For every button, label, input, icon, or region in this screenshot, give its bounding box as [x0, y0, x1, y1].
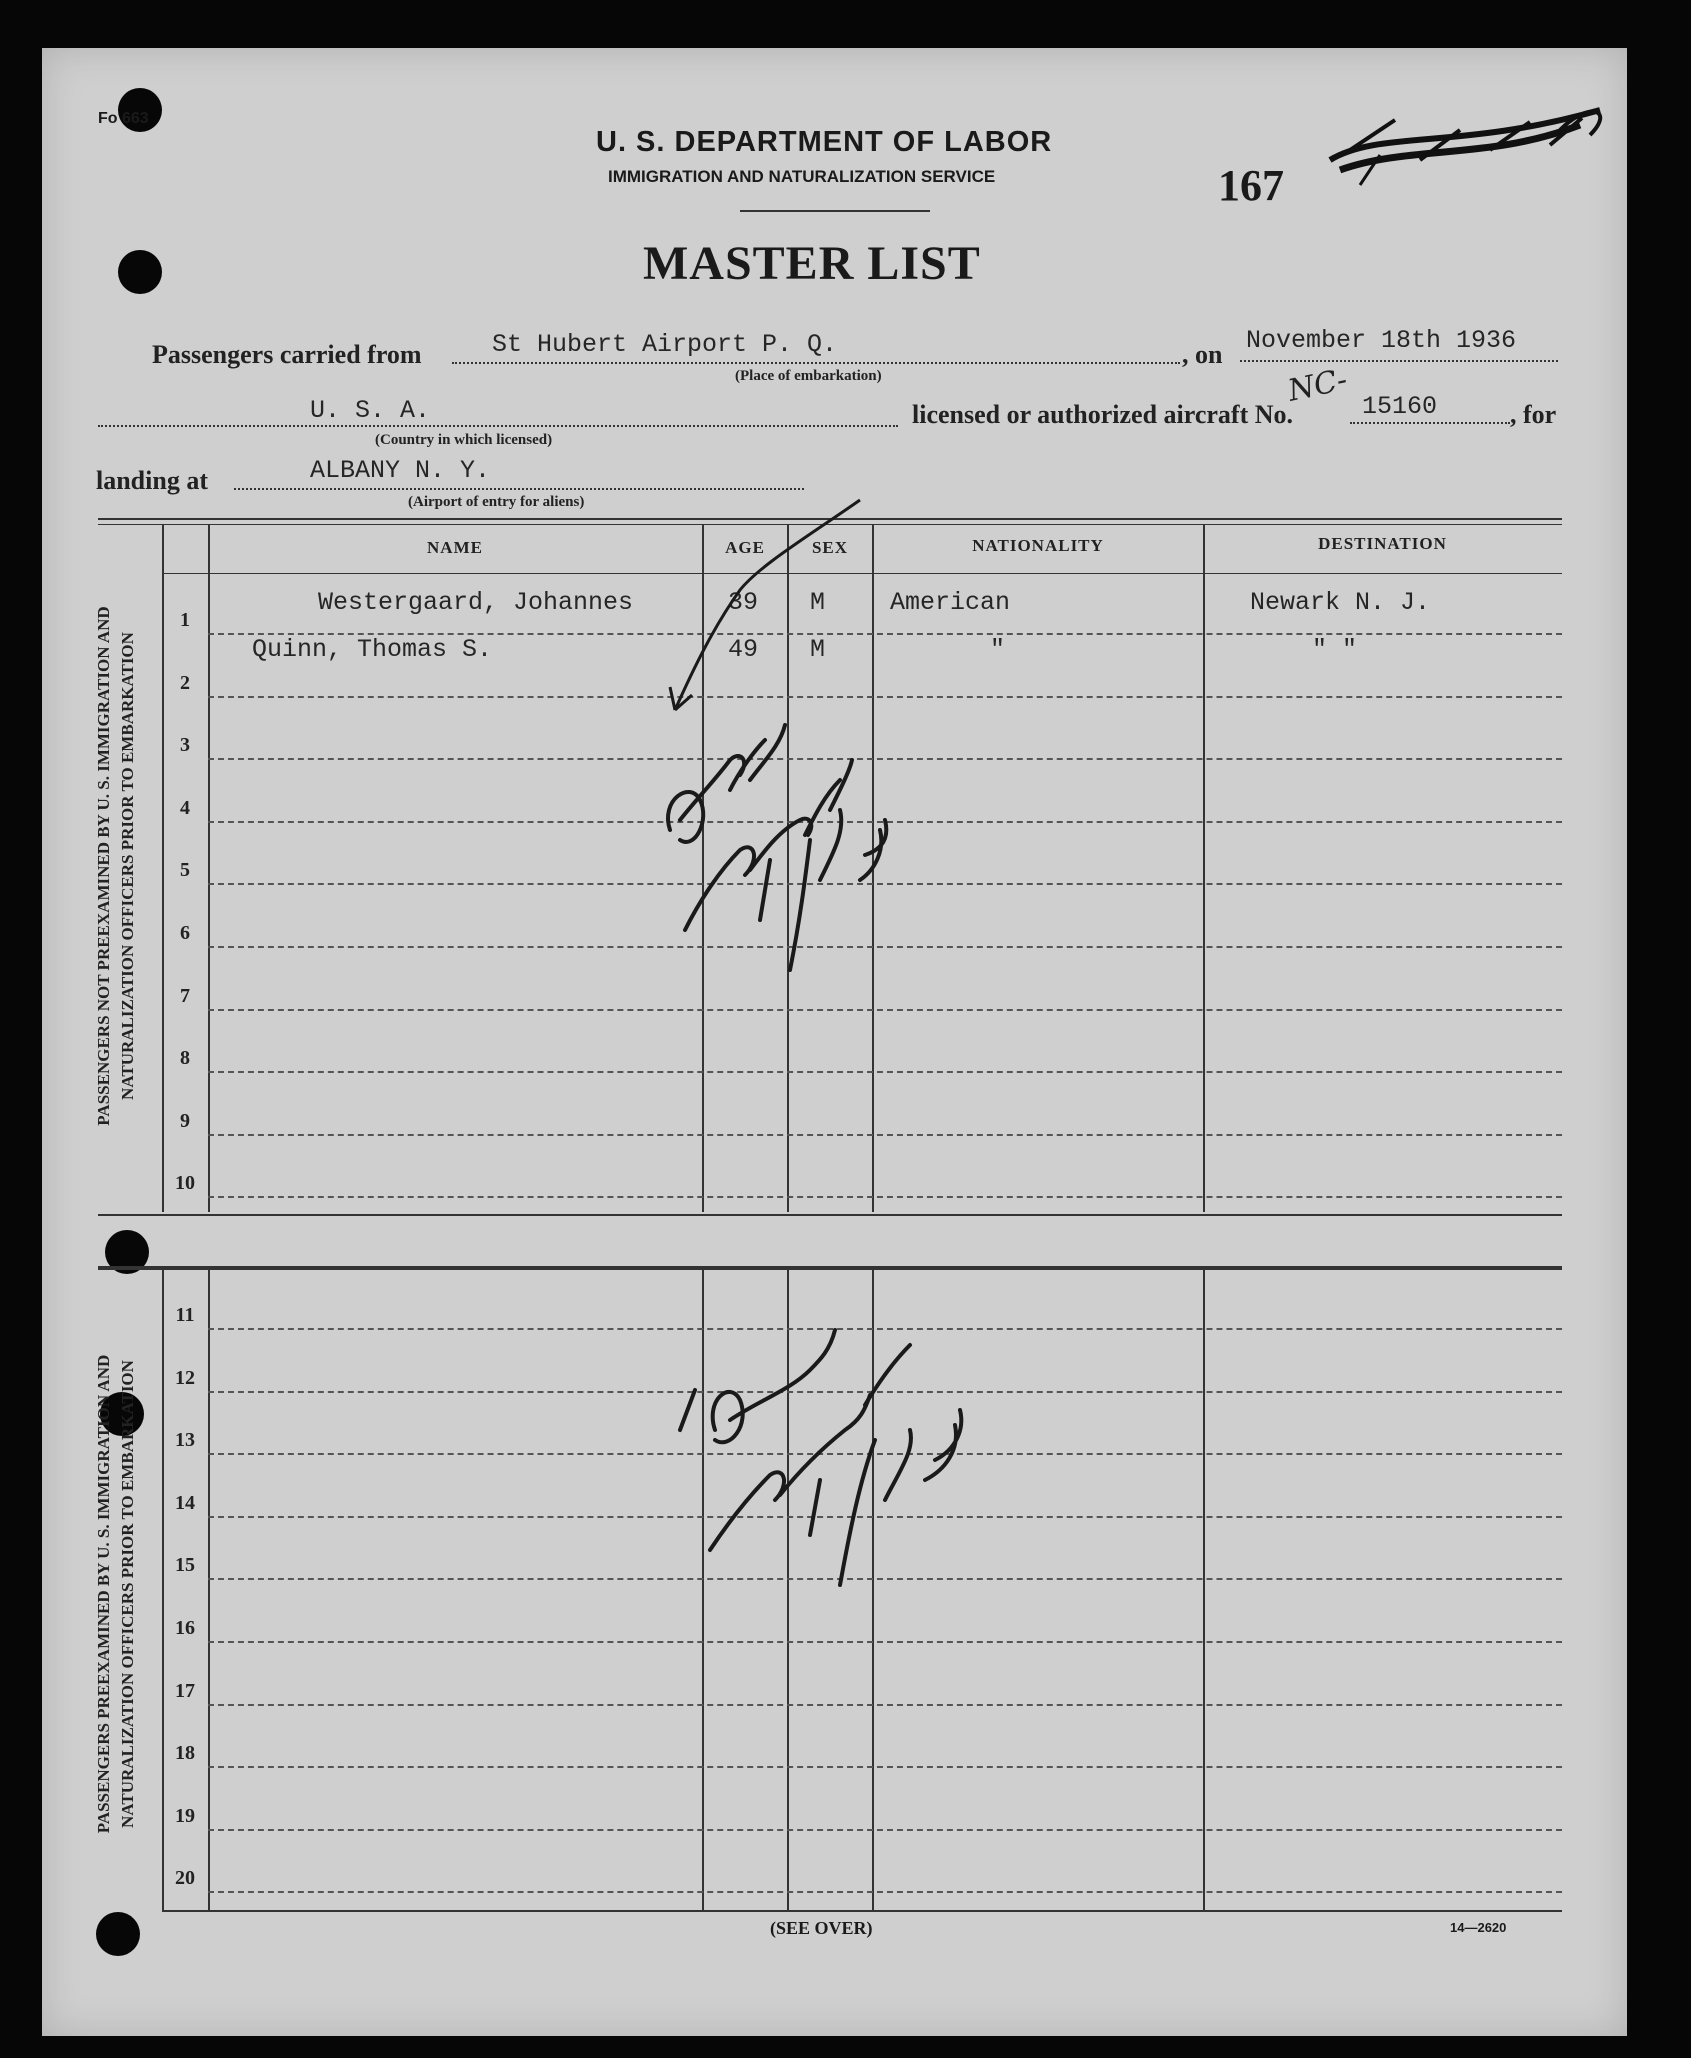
column-header-destination: DESTINATION [1318, 534, 1447, 553]
row-number: 6 [180, 922, 190, 944]
row-number: 16 [175, 1617, 195, 1639]
carried-from-value: St Hubert Airport P. Q. [492, 330, 838, 359]
landing-value: ALBANY N. Y. [310, 456, 491, 485]
aircraft-value: 15160 [1362, 392, 1438, 421]
row-number: 9 [180, 1109, 190, 1132]
for-label: , for [1510, 400, 1557, 429]
passenger-sex: M [810, 634, 826, 664]
table-row [208, 1071, 1562, 1073]
landing-line [234, 488, 804, 490]
inspector-signature-2 [660, 1300, 1010, 1600]
row-number: 13 [175, 1429, 195, 1452]
section-label-not-preexamined: PASSENGERS NOT PREEXAMINED BY U. S. IMMIGRATION AND NATURALIZATION OFFICERS PRIOR TO EMBARKATION [94, 606, 137, 1126]
passenger-age: 39 [728, 588, 759, 617]
passenger-name: Westergaard, Johannes [318, 588, 634, 617]
passenger-sex: M [810, 588, 826, 617]
row-number: 19 [175, 1804, 195, 1827]
col-divider [1203, 1270, 1205, 1910]
row-number: 18 [175, 1742, 195, 1765]
aircraft-prefix: NC- [1285, 362, 1351, 409]
column-header-nationality: NATIONALITY [972, 536, 1104, 555]
punch-hole [96, 1912, 140, 1956]
page-title: MASTER LIST [643, 237, 981, 290]
see-over-note: (SEE OVER) [770, 1918, 873, 1938]
form-number: Fo 663 [98, 110, 149, 127]
aircraft-label: licensed or authorized aircraft No. [912, 400, 1294, 429]
row-number: 20 [175, 1867, 195, 1890]
row-number: 5 [180, 859, 190, 882]
on-label: , on [1182, 340, 1223, 369]
row-number: 17 [175, 1679, 195, 1702]
carried-from-caption: (Place of embarkation) [735, 368, 882, 384]
col-divider [162, 524, 164, 1212]
department-heading: U. S. DEPARTMENT OF LABOR [596, 126, 1053, 158]
aircraft-line [1350, 422, 1510, 424]
header-rule [740, 210, 930, 212]
table-row [208, 1766, 1562, 1768]
passenger-nationality: " [990, 634, 1006, 664]
page-number: 167 [1218, 161, 1284, 210]
row-number: 7 [180, 984, 190, 1007]
date-line [1240, 360, 1558, 362]
column-header-name: NAME [427, 538, 483, 557]
table-row [208, 1704, 1562, 1706]
table-row [208, 1891, 1562, 1893]
inspector-check-mark [660, 495, 880, 725]
row-number: 15 [175, 1554, 195, 1577]
country-line [98, 425, 898, 427]
row-number: 14 [175, 1491, 195, 1514]
column-header-sex: SEX [811, 538, 849, 557]
row-number: 12 [175, 1366, 195, 1389]
table-row [208, 1641, 1562, 1643]
table-bottom-rule [162, 1910, 1562, 1912]
row-number: 4 [180, 796, 190, 819]
col-divider [1203, 524, 1205, 1212]
section-label-preexamined: PASSENGERS PREEXAMINED BY U. S. IMMIGRATION AND NATURALIZATION OFFICERS PRIOR TO EMBARKATION [94, 1354, 137, 1834]
table-row [208, 1829, 1562, 1831]
carried-from-line [452, 362, 1180, 364]
passenger-nationality: American [890, 588, 1011, 617]
table-row [208, 1134, 1562, 1136]
section-divider [98, 1214, 1562, 1216]
section-divider-2 [98, 1266, 1562, 1270]
landing-label: landing at [96, 466, 208, 495]
table-row [208, 696, 1562, 698]
passenger-age: 49 [728, 634, 759, 664]
scribbled-out-number [1320, 90, 1610, 190]
table-row [208, 1196, 1562, 1198]
row-number: 11 [175, 1304, 195, 1326]
row-number: 2 [180, 671, 190, 694]
date-value: November 18th 1936 [1246, 326, 1517, 355]
punch-hole [118, 250, 162, 294]
passenger-destination: Newark N. J. [1250, 588, 1431, 617]
passenger-destination: " " [1312, 634, 1358, 664]
landing-caption: (Airport of entry for aliens) [408, 494, 585, 510]
table-row [208, 1009, 1562, 1011]
column-header-age: AGE [725, 538, 765, 557]
col-divider [208, 1270, 210, 1910]
carried-from-label: Passengers carried from [152, 340, 422, 369]
service-heading: IMMIGRATION AND NATURALIZATION SERVICE [608, 167, 996, 186]
row-number: 3 [180, 734, 190, 757]
col-divider [208, 524, 210, 1212]
passenger-name: Quinn, Thomas S. [252, 634, 493, 664]
country-caption: (Country in which licensed) [375, 432, 553, 448]
col-divider [162, 1270, 164, 1910]
print-code: 14—2620 [1450, 1920, 1507, 1935]
country-value: U. S. A. [310, 396, 431, 425]
inspector-signature-1 [640, 700, 940, 980]
row-number: 1 [180, 609, 190, 631]
row-number: 8 [180, 1047, 190, 1070]
row-number: 10 [175, 1172, 195, 1195]
